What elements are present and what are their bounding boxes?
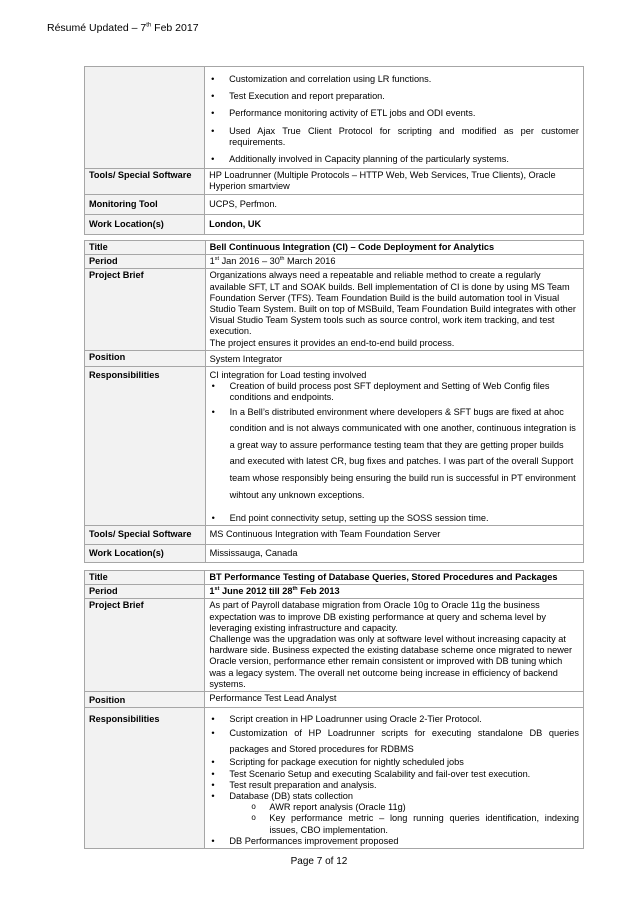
continued-bullets-row — [85, 67, 584, 169]
title-row — [85, 241, 584, 255]
responsibilities-intro: CI integration for Load testing involved — [209, 370, 367, 381]
tools-value: HP Loadrunner (Multiple Protocols – HTTP Web, Web Services, True Clients), Oracle Hyperion smartview — [205, 169, 584, 194]
list-item: • Additionally involved in Capacity planning of the particularly systems. — [209, 154, 579, 165]
bt-project-table — [84, 570, 584, 849]
responsibilities-label: Responsibilities — [85, 367, 206, 526]
period-value: 1st June 2012 till 28th Feb 2013 — [205, 585, 584, 599]
list-item: • DB Performances improvement proposed — [209, 836, 579, 847]
brief-value — [205, 269, 583, 350]
list-item: • Test result preparation and analysis. — [209, 780, 579, 791]
monitoring-value: UCPS, Perfmon. — [205, 194, 584, 214]
list-item: • Scripting for package execution for nightly scheduled jobs — [209, 757, 579, 768]
tools-row — [85, 169, 584, 194]
title-value: BT Performance Testing of Database Queries, Stored Procedures and Packages — [205, 571, 584, 585]
responsibilities-list-end — [209, 836, 579, 847]
page-number: Page 7 of 12 — [290, 856, 348, 867]
location-row — [85, 544, 584, 562]
tools-label: Tools/ Special Software — [85, 169, 205, 194]
list-item: • Customization and correlation using LR functions. — [209, 74, 579, 85]
location-row — [85, 214, 584, 234]
responsibilities-value — [205, 708, 584, 849]
position-row — [85, 692, 584, 708]
brief-paragraph-2: The project ensures it provides an end-to-end build process. — [209, 337, 455, 348]
brief-value — [205, 599, 584, 692]
list-item: • Performance monitoring activity of ETL jobs and ODI events. — [209, 108, 579, 119]
list-item: o Key performance metric – long running queries identification, indexing issues, CBO implementation. — [249, 813, 579, 835]
tools-label: Tools/ Special Software — [85, 526, 206, 544]
brief-paragraph: Organizations always need a repeatable and reliable method to create a regularly available SFT, LT and SOAK builds. Bell implementation of CI is done by using MS Team Foundation Server (TFS). Team Foundation Build is the build automation tool in Visual Studio Team System. Built on top of MSBuild, Team Foundation Build integrates with other Visual Studio Team System tools such as source control, work item tracking, and test execution. — [209, 270, 576, 337]
brief-paragraph-2: Challenge was the upgradation was only at software level without increasing capacity at hardware side. Business expected the existing database scheme once migrated to newer Oracle version, performance ether remain consistent or improved with DB tuning which was a legacy system. The overall net outcome being increase in efficiency of backend systems. — [209, 634, 573, 689]
location-label: Work Location(s) — [85, 214, 205, 234]
position-label: Position — [85, 692, 205, 708]
tools-row — [85, 526, 584, 544]
page-header: Résumé Updated – 7th Feb 2017 — [47, 22, 199, 34]
list-item: • Customization of HP Loadrunner scripts for executing standalone DB queries packages and Stored procedures for RDBMS — [209, 725, 579, 757]
title-label: Title — [85, 571, 205, 585]
list-item: • Creation of build process post SFT deployment and Setting of Web Config files conditions and endpoints. — [210, 381, 579, 403]
responsibilities-list — [210, 381, 579, 524]
brief-row — [85, 269, 584, 350]
list-item: o AWR report analysis (Oracle 11g) — [249, 802, 579, 813]
continued-bullet-list — [209, 74, 579, 165]
period-label: Period — [85, 585, 205, 599]
responsibilities-row — [85, 708, 584, 849]
list-item: • Test Scenario Setup and executing Scalability and fail-over test execution. — [209, 769, 579, 780]
continued-section-table — [84, 66, 584, 235]
list-item: • Test Execution and report preparation. — [209, 91, 579, 102]
responsibilities-row — [85, 367, 584, 526]
list-item: • In a Bell’s distributed environment where developers & SFT bugs are fixed at ahoc condition and is not always communicated with one another, continuous integration is a great way to assure performance testing team that they are getting proper builds and executed with latest CR, bug fixes and patches. I was part of the overall Support team whose responsibly being ensuring the build run is successful in PT environment wihtout any unknown exceptions. — [210, 404, 579, 504]
position-value: System Integrator — [205, 350, 583, 366]
location-value: London, UK — [205, 214, 584, 234]
period-row — [85, 255, 584, 269]
location-label: Work Location(s) — [85, 544, 206, 562]
period-value: 1st Jan 2016 – 30th March 2016 — [205, 255, 583, 269]
bell-project-table — [84, 240, 584, 563]
brief-label: Project Brief — [85, 269, 206, 350]
position-label: Position — [85, 350, 206, 366]
monitoring-label: Monitoring Tool — [85, 194, 205, 214]
responsibilities-value — [205, 367, 583, 526]
list-item: • End point connectivity setup, setting up the SOSS session time. — [210, 513, 579, 524]
period-row — [85, 585, 584, 599]
continued-bullets-cell — [205, 67, 584, 169]
position-row — [85, 350, 584, 366]
list-item: • Database (DB) stats collection — [209, 791, 579, 802]
empty-label-cell — [85, 67, 205, 169]
list-item: • Script creation in HP Loadrunner using Oracle 2-Tier Protocol. — [209, 714, 579, 725]
brief-row — [85, 599, 584, 692]
location-value: Mississauga, Canada — [205, 544, 583, 562]
brief-paragraph: As part of Payroll database migration from Oracle 10g to Oracle 11g the business expectation was to improve DB existing performance at query and schema level by leveraging existing infrastructure and capacity. — [209, 600, 546, 633]
monitoring-row — [85, 194, 584, 214]
period-label: Period — [85, 255, 206, 269]
title-row — [85, 571, 584, 585]
brief-label: Project Brief — [85, 599, 205, 692]
position-value: Performance Test Lead Analyst — [205, 692, 584, 708]
list-item: • Used Ajax True Client Protocol for scripting and modified as per customer requirements. — [209, 126, 579, 148]
tools-value: MS Continuous Integration with Team Foundation Server — [205, 526, 583, 544]
title-label: Title — [85, 241, 206, 255]
responsibilities-list — [209, 714, 579, 802]
title-value: Bell Continuous Integration (CI) – Code Deployment for Analytics — [205, 241, 583, 255]
responsibilities-label: Responsibilities — [85, 708, 205, 849]
responsibilities-sublist — [209, 802, 579, 836]
